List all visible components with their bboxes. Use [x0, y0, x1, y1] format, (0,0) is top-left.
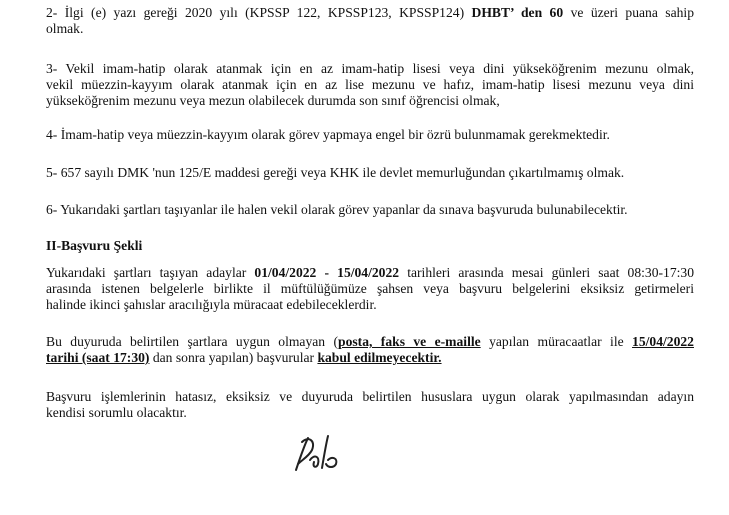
- item-3-line-1: 3- Vekil imam-hatip olarak atanmak için en az imam-hatip lisesi veya dini yükseköğrenim mezunu olmak,: [46, 61, 694, 76]
- handwritten-signature: [288, 430, 348, 478]
- requirement-item-3: [46, 61, 694, 109]
- para-1-line-3: halinde ikinci şahıslar aracılığıyla müracaat edebileceklerdir.: [46, 297, 377, 312]
- requirement-item-4: 4- İmam-hatip veya müezzin-kayyım olarak görev yapmaya engel bir özrü bulunmamak gerekmektedir.: [46, 127, 610, 142]
- dhbt-score: DHBT’ den 60: [471, 5, 564, 20]
- deadline-date: 15/04/2022: [632, 334, 694, 349]
- requirement-item-5: 5- 657 sayılı DMK 'nun 125/E maddesi gereği veya KHK ile devlet memurluğundan çıkartılmamış olmak.: [46, 165, 625, 180]
- not-accepted-notice: kabul edilmeyecektir.: [317, 350, 442, 365]
- deadline-time: tarihi (saat 17:30): [46, 350, 150, 365]
- item-2-line-1: 2- İlgi (e) yazı gereği 2020 yılı (KPSSP 122, KPSSP123, KPSSP124) DHBT’ den 60 ve üzeri puana sahip: [46, 5, 694, 20]
- responsibility-paragraph: [46, 389, 694, 421]
- para-3-line-2: kendisi sorumlu olacaktır.: [46, 405, 187, 420]
- para-3-line-1: Başvuru işlemlerinin hatasız, eksiksiz ve duyuruda belirtilen hususlara uygun olarak yapılmasından adayın: [46, 389, 694, 404]
- para-1-line-1: Yukarıdaki şartları taşıyan adaylar 01/04/2022 - 15/04/2022 tarihleri arasında mesai günleri saat 08:30-17:30: [46, 265, 694, 280]
- item-2-line-2: olmak.: [46, 21, 84, 36]
- requirement-item-2: [46, 5, 694, 37]
- application-paragraph: [46, 265, 694, 313]
- para-2-line-1: Bu duyuruda belirtilen şartlara uygun olmayan (posta, faks ve e-maille yapılan müracaatlar ile 15/04/2022: [46, 334, 694, 349]
- para-1-line-2: arasında istenen belgelerle birlikte il müftülüğümüze şahsen veya başvuru belgelerini eksiksiz getirmeleri: [46, 281, 694, 296]
- application-dates: 01/04/2022 - 15/04/2022: [254, 265, 400, 280]
- item-3-line-2: vekil müezzin-kayyım olarak atanmak için en az lise mezunu ve hafız, imam-hatip lisesi mezunu veya dini: [46, 77, 694, 92]
- item-3-line-3: yükseköğrenim mezunu veya mezun olabilecek durumda son sınıf öğrencisi olmak,: [46, 93, 500, 108]
- requirement-item-6: 6- Yukarıdaki şartları taşıyanlar ile halen vekil olarak görev yapanlar da sınava başvuruda bulunabilecektir.: [46, 202, 628, 217]
- section-heading: II-Başvuru Şekli: [46, 238, 143, 253]
- excluded-channels: posta, faks ve e-maille: [338, 334, 481, 349]
- para-2-line-2: tarihi (saat 17:30) dan sonra yapılan) başvurular kabul edilmeyecektir.: [46, 350, 442, 365]
- restriction-paragraph: [46, 334, 694, 366]
